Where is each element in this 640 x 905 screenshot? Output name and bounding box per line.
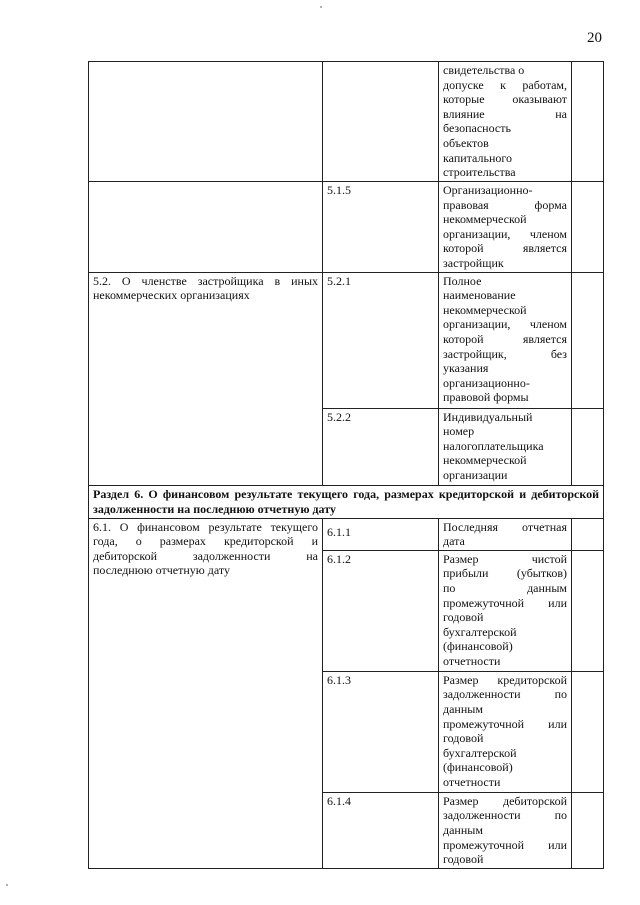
value-cell [572,671,604,792]
value-cell [572,792,604,868]
description-line: некоммерческой [443,212,527,227]
description-cell [439,408,572,485]
description-line: некоммерческой [443,302,527,317]
description-line: организации [443,467,508,482]
description-line: отчетности [443,774,501,789]
description-line: организации, членом [443,226,567,241]
description-line: допуске к работам, [443,77,567,92]
description-line: налогоплательщика [443,438,544,453]
table-row [89,518,604,550]
description-line: данным [443,822,483,837]
group-cell-empty [89,62,323,182]
item-code: 6.1.4 [323,792,439,868]
description-line: отчетности [443,653,501,668]
description-line: задолженности по [443,808,567,823]
description-line: (финансовой) [443,639,513,654]
description-line: дата [443,534,465,549]
description-line: которые оказывают [443,92,567,107]
description-line: которой является [443,241,567,256]
description-line: влияние на [443,106,567,121]
description-cell [439,272,572,408]
page-number: 20 [587,30,602,46]
description-line: свидетельства о [443,63,525,77]
description-line: номер [443,424,475,439]
scan-speck [6,884,8,886]
description-line: годовой [443,731,484,746]
description-line: Размер дебиторской [443,793,567,808]
description-line: застройщик [443,255,504,270]
group-cell-empty [89,182,323,273]
value-cell [572,408,604,485]
description-line: объектов [443,135,489,150]
description-cell [439,182,572,273]
description-line: правовой формы [443,390,529,405]
description-line: данным [443,701,483,716]
description-line: безопасность [443,121,511,136]
description-cell [439,518,572,550]
description-line: застройщик, без [443,346,567,361]
description-line: промежуточной или [443,595,567,610]
group-title-line: 5.2. О членстве застройщика в иных [93,273,318,288]
description-cell [439,792,572,868]
description-line: прибыли (убытков) [443,566,567,581]
description-line: строительства [443,165,516,180]
description-line: промежуточной или [443,837,567,852]
section-header-row [89,485,604,518]
value-cell [572,272,604,408]
group-title [89,272,323,485]
description-line: годовой [443,610,484,625]
group-title-line: года, о размерах кредиторской и [93,534,318,549]
description-line: капитального [443,150,512,165]
table-row [89,272,604,408]
description-cell [439,62,572,182]
description-line: бухгалтерской [443,745,517,760]
description-line: Последняя отчетная [443,519,567,534]
section-6-title: Раздел 6. О финансовом результате текущего года, размерах кредиторской и дебиторской задолженности на последнюю отчетную дату [89,485,604,518]
item-code: 5.1.5 [323,182,439,273]
group-title-line: дебиторской задолженности на [93,548,318,563]
description-line: задолженности по [443,687,567,702]
description-line: Индивидуальный [443,409,533,424]
description-line: годовой [443,852,484,867]
description-cell [439,671,572,792]
description-cell [439,550,572,671]
value-cell [572,62,604,182]
group-title-line: последнюю отчетную дату [93,563,230,578]
item-code: 5.2.1 [323,272,439,408]
value-cell [572,550,604,671]
description-line: Полное [443,273,482,288]
description-line: (финансовой) [443,760,513,775]
value-cell [572,518,604,550]
code-cell-empty [323,62,439,182]
description-line: некоммерческой [443,453,527,468]
group-title-line: 6.1. О финансовом результате текущего [93,519,318,534]
description-line: указания [443,361,489,376]
description-line: наименование [443,288,516,303]
item-code: 6.1.1 [323,518,439,550]
description-line: бухгалтерской [443,624,517,639]
item-code: 5.2.2 [323,408,439,485]
description-line: организационно- [443,375,530,390]
scan-speck [320,6,322,8]
item-code: 6.1.2 [323,550,439,671]
description-line: Организационно- [443,183,533,197]
description-line: которой является [443,331,567,346]
description-line: промежуточной или [443,716,567,731]
description-line: организации, членом [443,317,567,332]
table-row [89,182,604,273]
description-line: по данным [443,580,567,595]
table-row [89,62,604,182]
group-title-line: некоммерческих организациях [93,288,250,303]
requirements-table [88,61,604,869]
item-code: 6.1.3 [323,671,439,792]
group-title [89,518,323,868]
description-line: Размер чистой [443,551,567,566]
description-line: Размер кредиторской [443,672,567,687]
description-line: правовая форма [443,197,567,212]
value-cell [572,182,604,273]
